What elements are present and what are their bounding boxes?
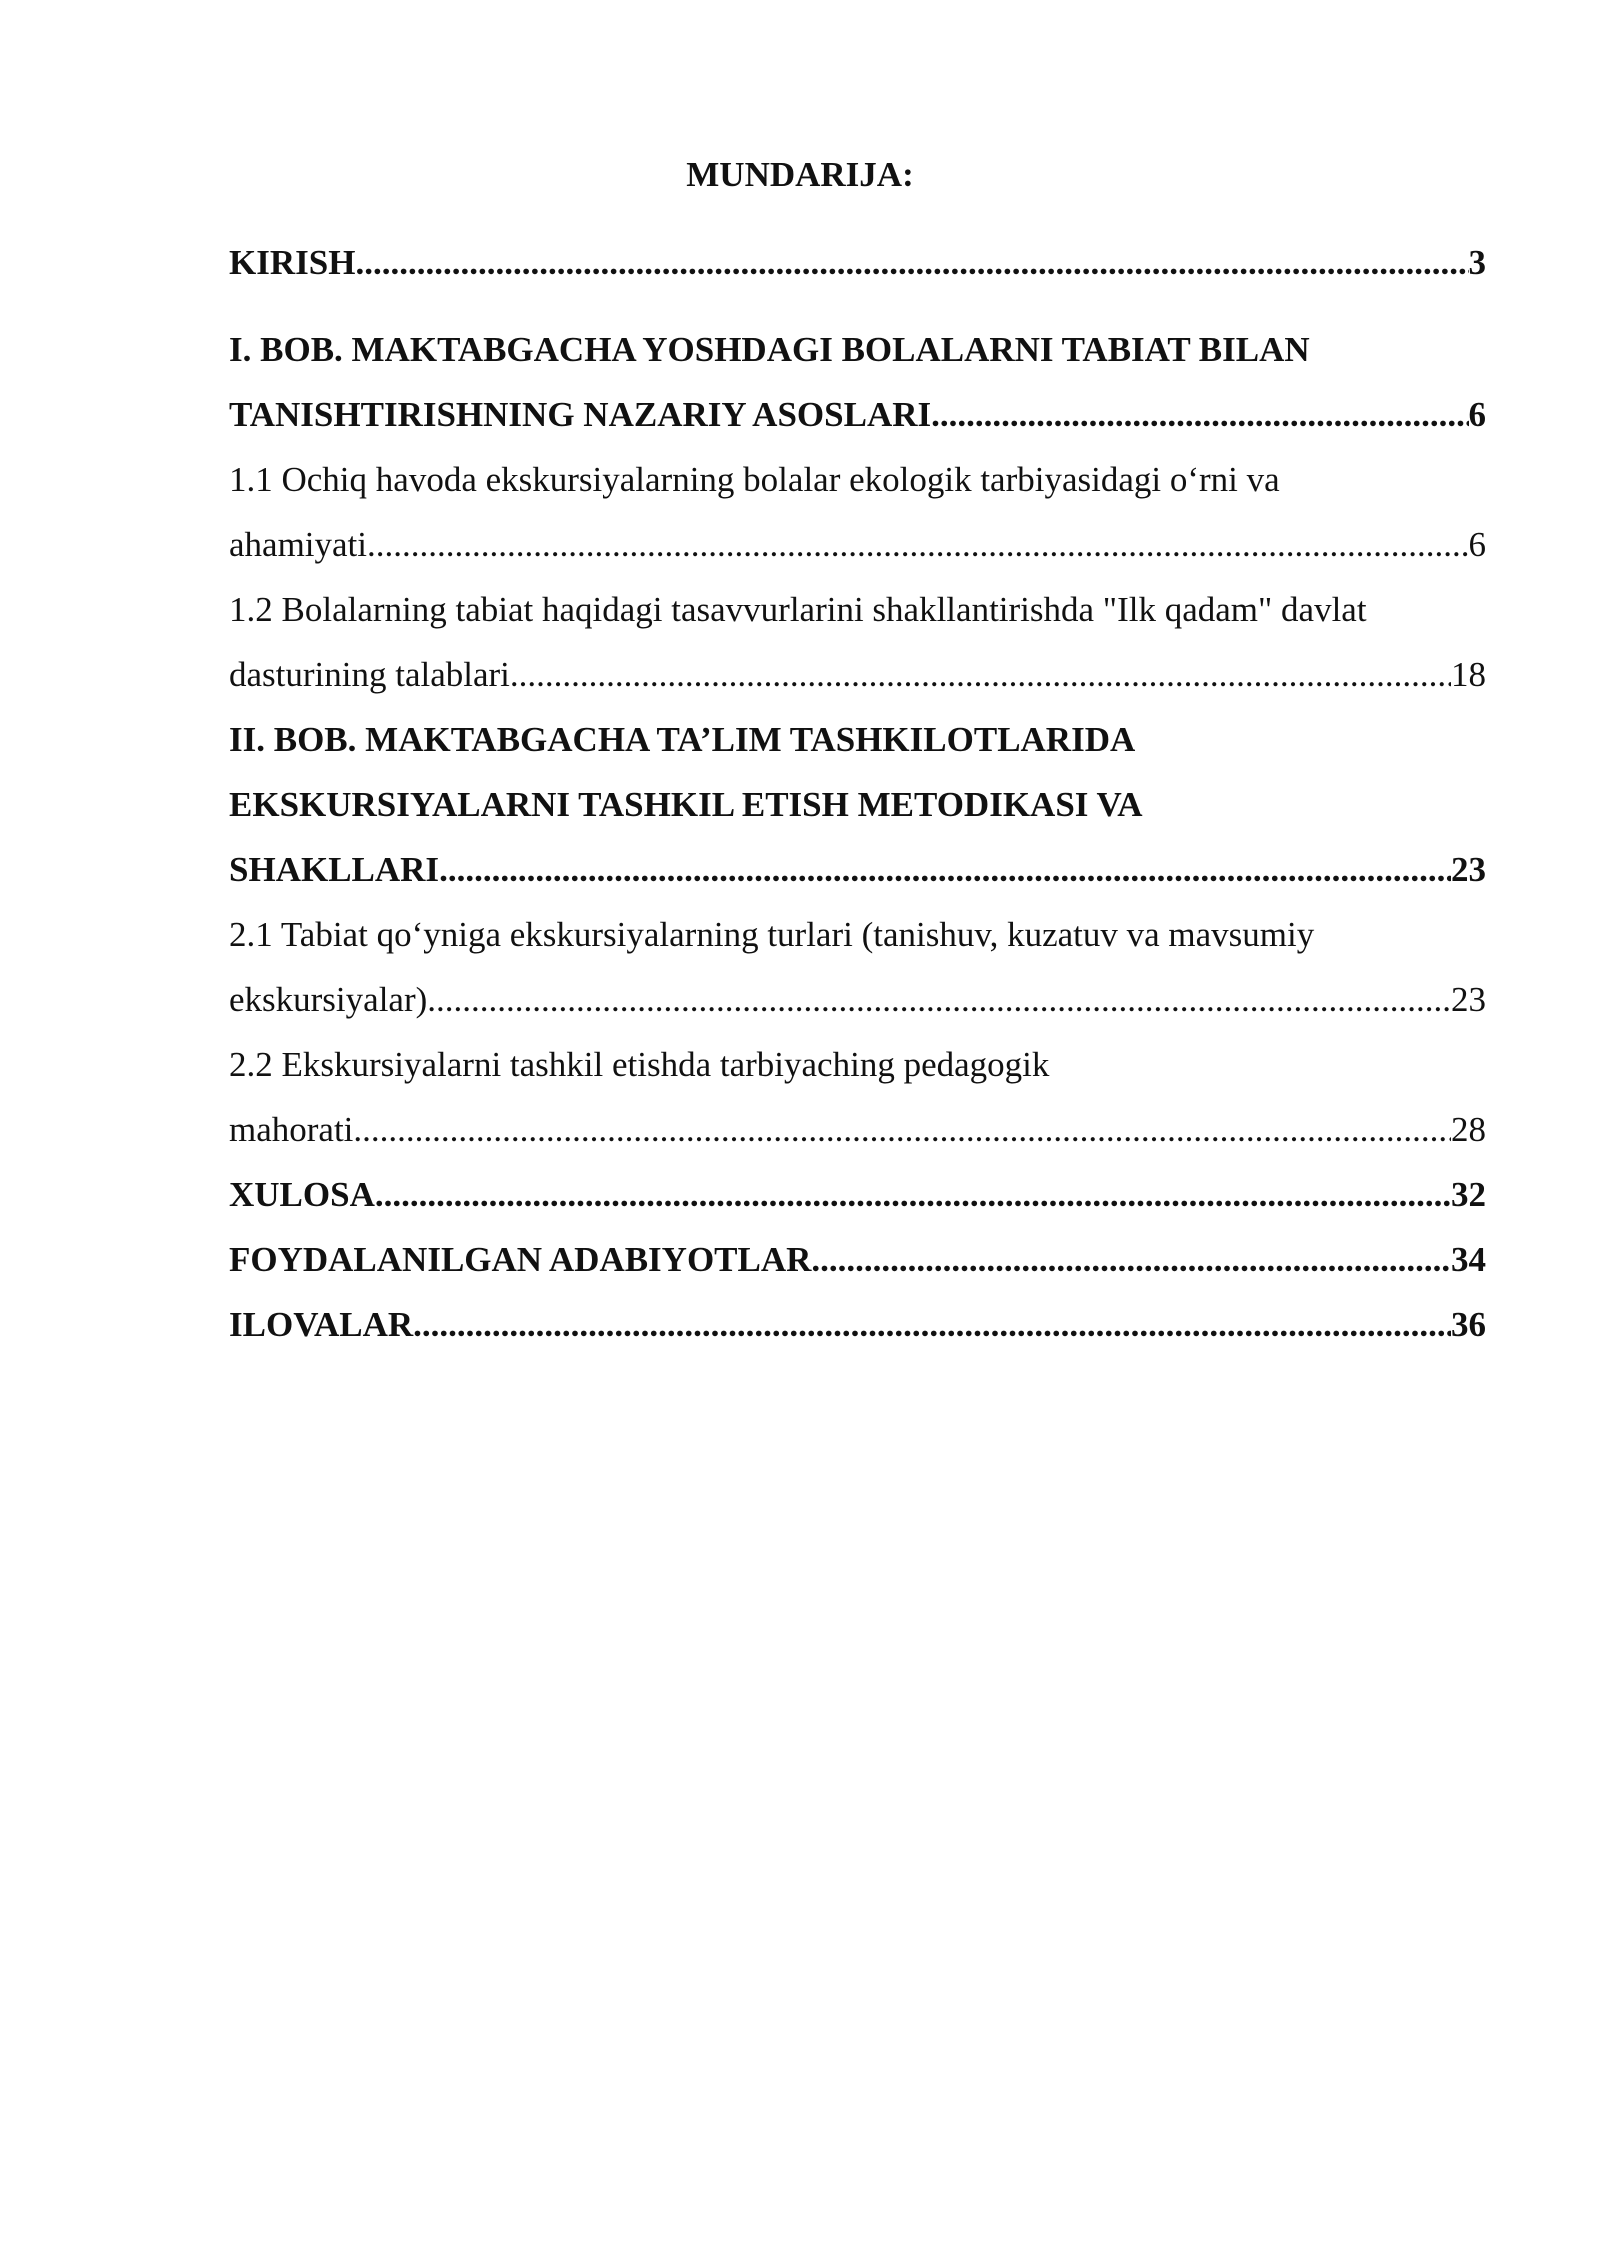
- toc-entry-1-1: [229, 512, 1486, 577]
- dot-leader: [510, 642, 1451, 707]
- toc-entry-page: 23: [1451, 980, 1486, 1019]
- dot-leader: [931, 382, 1468, 447]
- dot-leader: [427, 967, 1451, 1032]
- toc-entry-page: 6: [1468, 395, 1486, 434]
- toc-entry-1-2-line1: 1.2 Bolalarning tabiat haqidagi tasavvurlarini shakllantirishda "Ilk qadam" davlat: [229, 590, 1367, 629]
- dot-leader: [413, 1292, 1451, 1357]
- toc-entry-page: 34: [1451, 1240, 1486, 1279]
- toc-entry-label: FOYDALANILGAN ADABIYOTLAR: [229, 1240, 812, 1279]
- toc-entry-page: 36: [1451, 1305, 1486, 1344]
- dot-leader: [439, 837, 1451, 902]
- toc-entry-bob1-line1: I. BOB. MAKTABGACHA YOSHDAGI BOLALARNI TABIAT BILAN: [229, 330, 1310, 369]
- toc-entry-page: 3: [1468, 243, 1486, 282]
- toc-entry-page: 32: [1451, 1175, 1486, 1214]
- toc-entry-2-1-line1: 2.1 Tabiat qo‘yniga ekskursiyalarning turlari (tanishuv, kuzatuv va mavsumiy: [229, 915, 1315, 954]
- toc-entry-label: SHAKLLARI: [229, 850, 440, 889]
- dot-leader: [367, 512, 1468, 577]
- toc-entry-1-2: [229, 642, 1486, 707]
- toc-entry-label: KIRISH: [229, 243, 356, 282]
- dot-leader: [375, 1162, 1451, 1227]
- dot-leader: [355, 230, 1468, 295]
- toc-entry-2-1: [229, 967, 1486, 1032]
- page-title: MUNDARIJA:: [686, 155, 914, 194]
- toc-entry-ilovalar: [229, 1292, 1486, 1357]
- toc-entry-page: 23: [1451, 850, 1486, 889]
- toc-entry-bob2-line1: II. BOB. MAKTABGACHA TA’LIM TASHKILOTLARIDA: [229, 720, 1136, 759]
- toc-entry-page: 6: [1468, 525, 1486, 564]
- toc-entry-page: 28: [1451, 1110, 1486, 1149]
- toc-entry-bob2: [229, 837, 1486, 902]
- toc-entry-bob2-line2: EKSKURSIYALARNI TASHKIL ETISH METODIKASI VA: [229, 785, 1143, 824]
- toc-entry-label: ekskursiyalar): [229, 980, 428, 1019]
- toc-entry-label: mahorati: [229, 1110, 354, 1149]
- toc-entry-2-2: [229, 1097, 1486, 1162]
- toc-entry-label: dasturining talablari: [229, 655, 510, 694]
- dot-leader: [811, 1227, 1451, 1292]
- toc-entry-2-2-line1: 2.2 Ekskursiyalarni tashkil etishda tarbiyaching pedagogik: [229, 1045, 1050, 1084]
- toc-entry-kirish: [229, 230, 1486, 295]
- toc-entry-label: ahamiyati: [229, 525, 368, 564]
- toc-entry-label: ILOVALAR: [229, 1305, 414, 1344]
- toc-entry-xulosa: [229, 1162, 1486, 1227]
- toc-entry-label: TANISHTIRISHNING NAZARIY ASOSLARI: [229, 395, 932, 434]
- toc-entry-adabiyotlar: [229, 1227, 1486, 1292]
- table-of-contents: [229, 230, 1486, 1357]
- toc-entry-page: 18: [1451, 655, 1486, 694]
- toc-entry-1-1-line1: 1.1 Ochiq havoda ekskursiyalarning bolalar ekologik tarbiyasidagi o‘rni va: [229, 460, 1280, 499]
- dot-leader: [353, 1097, 1451, 1162]
- toc-entry-label: XULOSA: [229, 1175, 375, 1214]
- toc-entry-bob1: [229, 382, 1486, 447]
